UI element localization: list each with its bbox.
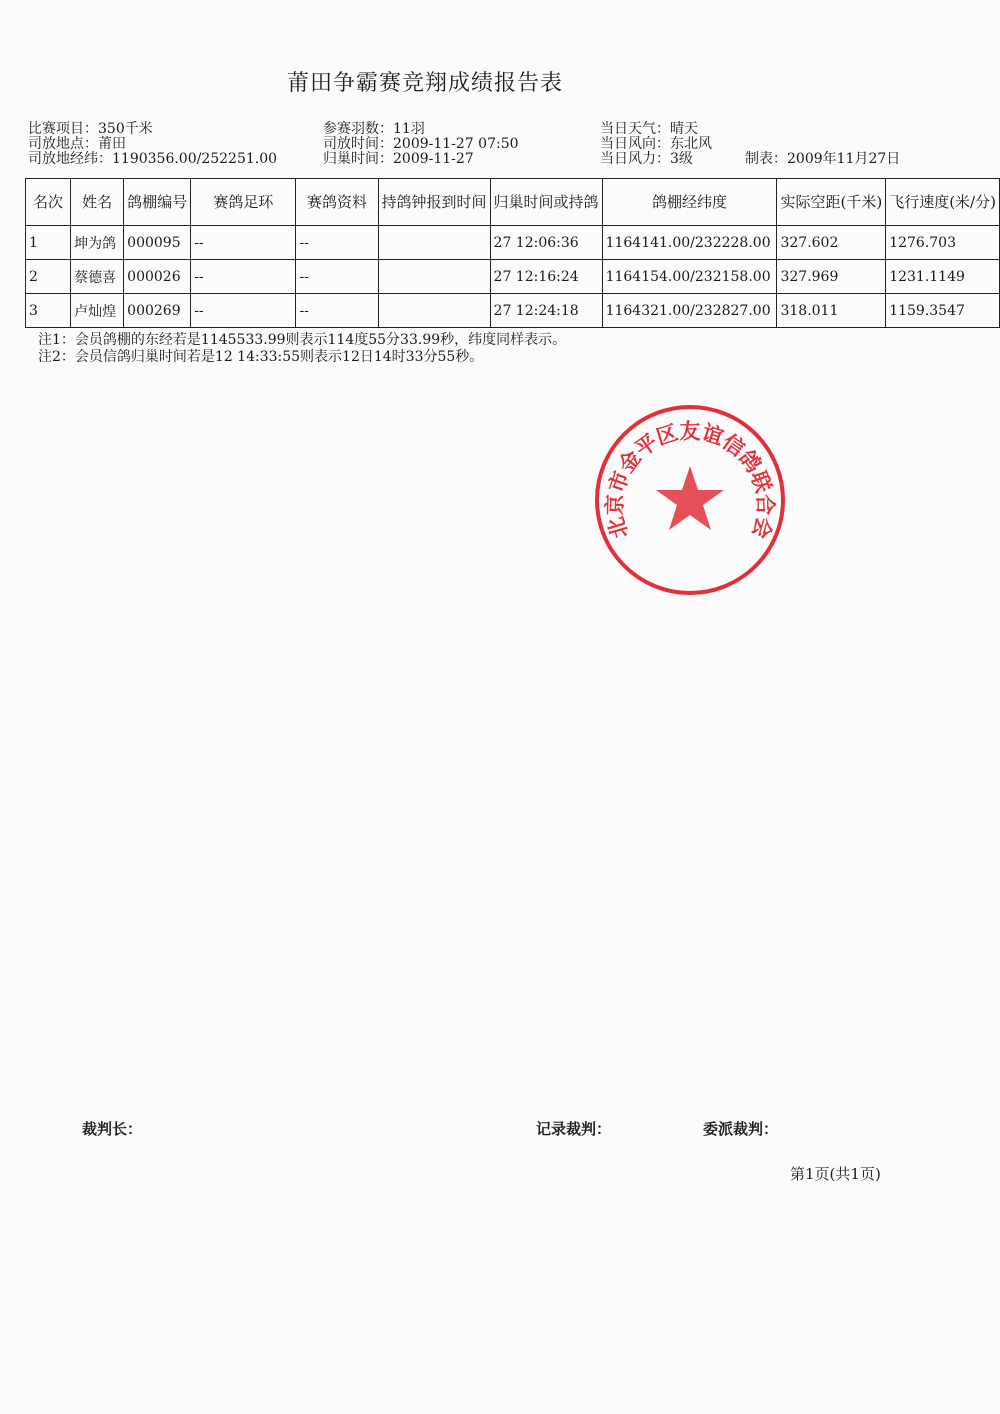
cell-loft-id: 000026 xyxy=(124,260,191,294)
report-title: 莆田争霸赛竞翔成绩报告表 xyxy=(286,71,563,96)
cell-loft-id: 000095 xyxy=(124,226,191,260)
results-table xyxy=(25,178,1000,328)
header-distance: 实际空距(千米) xyxy=(777,179,886,226)
chief-judge-label: 裁判长： xyxy=(82,1120,143,1138)
header-ring: 赛鸽足环 xyxy=(191,179,296,226)
seal-text: 北京市金平区友谊信鸽联合会 xyxy=(601,418,779,542)
cell-return-time: 27 12:06:36 xyxy=(490,226,602,260)
cell-speed: 1159.3547 xyxy=(886,294,1000,328)
cell-coordinates: 1164141.00/232228.00 xyxy=(602,226,777,260)
cell-name: 坤为鸽 xyxy=(71,226,124,260)
table-row xyxy=(26,260,1000,294)
wind-force: 当日风力：3级 xyxy=(600,151,693,167)
note-1: 注1：会员鸽棚的东经若是1145533.99则表示114度55分33.99秒，纬度同样表示。 xyxy=(38,332,567,348)
note-2: 注2：会员信鸽归巢时间若是12 14:33:55则表示12日14时33分55秒。 xyxy=(38,349,484,365)
cell-rank: 2 xyxy=(26,260,71,294)
record-judge-label: 记录裁判： xyxy=(536,1120,612,1138)
header-speed: 飞行速度(米/分) xyxy=(886,179,1000,226)
entry-count: 参赛羽数：11羽 xyxy=(323,121,425,137)
race-distance: 比赛项目：350千米 xyxy=(28,121,153,137)
cell-clock xyxy=(378,260,490,294)
header-return-time: 归巢时间或持鸽 xyxy=(490,179,602,226)
cell-return-time: 27 12:16:24 xyxy=(490,260,602,294)
cell-info: -- xyxy=(296,226,378,260)
cell-clock xyxy=(378,294,490,328)
info-column-race xyxy=(28,122,277,167)
cell-coordinates: 1164321.00/232827.00 xyxy=(602,294,777,328)
header-clock-time: 持鸽钟报到时间 xyxy=(378,179,490,226)
cell-info: -- xyxy=(296,294,378,328)
cell-speed: 1231.1149 xyxy=(886,260,1000,294)
page-number: 第1页(共1页) xyxy=(790,1165,881,1183)
cell-ring: -- xyxy=(191,260,296,294)
table-header-row xyxy=(26,179,1000,226)
release-location: 司放地点：莆田 xyxy=(28,136,126,152)
cell-distance: 318.011 xyxy=(777,294,886,328)
cell-return-time: 27 12:24:18 xyxy=(490,294,602,328)
table-row xyxy=(26,226,1000,260)
cell-name: 蔡德喜 xyxy=(71,260,124,294)
cell-rank: 3 xyxy=(26,294,71,328)
cell-clock xyxy=(378,226,490,260)
official-seal xyxy=(590,400,790,600)
info-column-weather xyxy=(600,122,712,167)
cell-ring: -- xyxy=(191,226,296,260)
info-column-times xyxy=(323,122,519,167)
return-date: 归巢时间：2009-11-27 xyxy=(323,151,474,167)
table-row xyxy=(26,294,1000,328)
cell-distance: 327.602 xyxy=(777,226,886,260)
release-time: 司放时间：2009-11-27 07:50 xyxy=(323,136,519,152)
header-loft-coordinates: 鸽棚经纬度 xyxy=(602,179,777,226)
cell-ring: -- xyxy=(191,294,296,328)
release-coordinates: 司放地经纬：1190356.00/252251.00 xyxy=(28,151,278,167)
seal-star-icon xyxy=(656,466,724,530)
delegate-judge-label: 委派裁判： xyxy=(703,1120,779,1138)
cell-info: -- xyxy=(296,260,378,294)
cell-distance: 327.969 xyxy=(777,260,886,294)
header-rank: 名次 xyxy=(26,179,71,226)
header-info: 赛鸽资料 xyxy=(296,179,378,226)
header-loft-id: 鸽棚编号 xyxy=(124,179,191,226)
cell-speed: 1276.703 xyxy=(886,226,1000,260)
notes xyxy=(38,332,566,366)
cell-coordinates: 1164154.00/232158.00 xyxy=(602,260,777,294)
header-name: 姓名 xyxy=(71,179,124,226)
cell-name: 卢灿煌 xyxy=(71,294,124,328)
made-date: 制表：2009年11月27日 xyxy=(745,151,901,167)
cell-loft-id: 000269 xyxy=(124,294,191,328)
cell-rank: 1 xyxy=(26,226,71,260)
wind-direction: 当日风向：东北风 xyxy=(600,136,712,152)
weather: 当日天气：晴天 xyxy=(600,121,698,137)
